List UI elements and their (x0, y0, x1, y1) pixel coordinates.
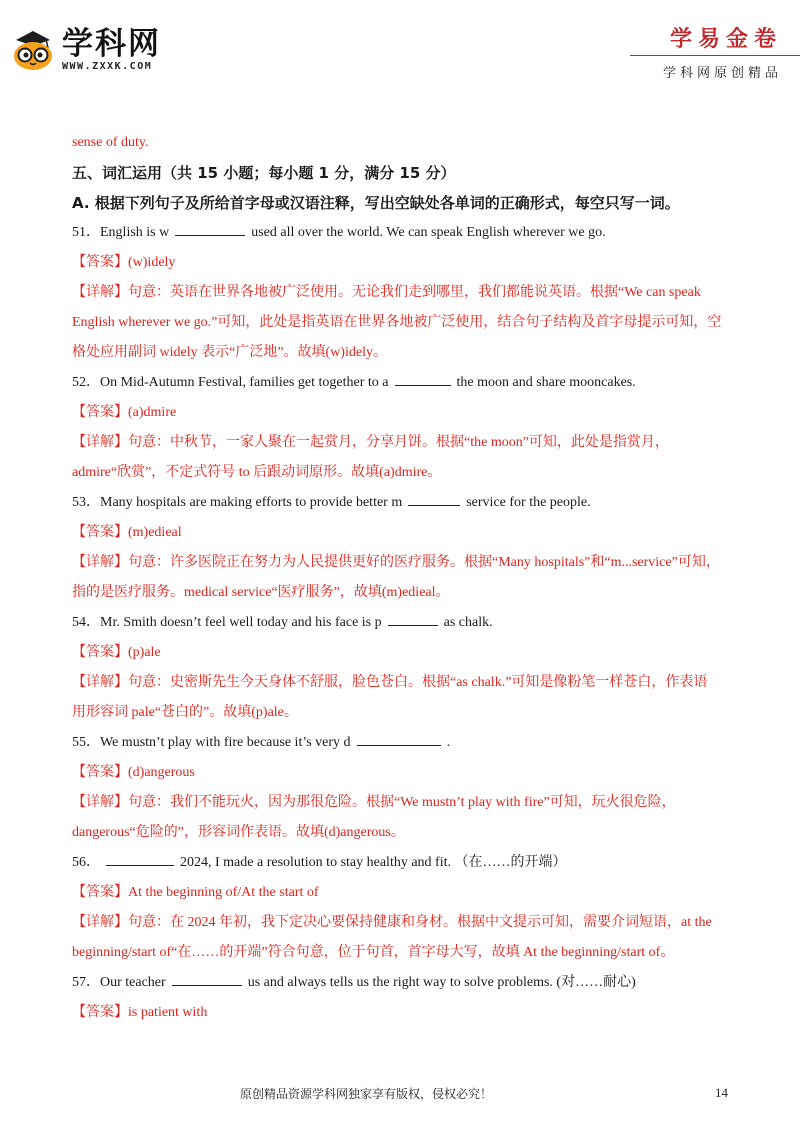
page-number: 14 (715, 1085, 728, 1100)
question-text-continued: service for the people. (466, 495, 591, 510)
answer-explanation-line: 指的是医疗服务。medical service“医疗服务”，故填(m)edieal。 (72, 585, 450, 600)
answer-blank[interactable] (408, 491, 460, 506)
answer-explanation-line: 【答案】At the beginning of/At the start of (72, 885, 319, 900)
question-line (72, 968, 732, 998)
answer-explanation-line: 格处应用副词 widely 表示“广泛地”。故填(w)idely。 (72, 345, 387, 360)
answer-explanation-line: 【答案】(m)edieal (72, 525, 182, 540)
question-line (72, 488, 732, 518)
answer-blank[interactable] (106, 851, 174, 866)
question-text: 53．Many hospitals are making efforts to provide better m (72, 495, 403, 510)
question-text-continued: used all over the world. We can speak English wherever we go. (251, 225, 606, 240)
answer-explanation-line: 【详解】句意：英语在世界各地被广泛使用。无论我们走到哪里，我们都能说英语。根据“We can speak (72, 285, 701, 300)
answer-explanation-line: 【详解】句意：我们不能玩火，因为那很危险。根据“We mustn’t play with fire”可知，玩火很危险， (72, 795, 676, 810)
answer-explanation-line: 【答案】(a)dmire (72, 405, 177, 420)
answer-explanation-line: dangerous“危险的”，形容词作表语。故填(d)angerous。 (72, 825, 405, 840)
answer-explanation-line: 【答案】is patient with (72, 1005, 208, 1020)
brand-block (663, 26, 782, 81)
brand-subtitle: 学科网原创精品 (662, 66, 782, 81)
answer-explanation-line: 【答案】(w)idely (72, 255, 176, 270)
question-line (72, 848, 732, 878)
answer-blank[interactable] (175, 221, 245, 236)
question-text-continued: us and always tells us the right way to solve problems. (对……耐心) (247, 975, 636, 990)
answer-explanation-line: 【详解】句意：许多医院正在努力为人民提供更好的医疗服务。根据“Many hospitals”和“m...service”可知， (72, 555, 720, 570)
answer-explanation-line: admire“欣赏”，不定式符号 to 后跟动词原形。故填(a)dmire。 (72, 465, 442, 480)
question-text: 54．Mr. Smith doesn’t feel well today and his face is p (72, 615, 382, 630)
question-text: 57．Our teacher (72, 975, 166, 990)
answer-explanation-line: beginning/start of“在……的开端”符合句意，位于句首，首字母大写，故填 At the beginning/start of。 (72, 945, 675, 960)
question-text-continued: the moon and share mooncakes. (456, 375, 636, 390)
site-logo[interactable] (10, 26, 161, 72)
document-body (72, 128, 732, 1028)
answer-blank[interactable] (388, 611, 438, 626)
answer-blank[interactable] (172, 971, 242, 986)
question-text: 52．On Mid-Autumn Festival, families get together to a (72, 375, 389, 390)
question-text: 51．English is w (72, 225, 170, 240)
logo-title: 学科网 (62, 25, 161, 62)
question-line (72, 728, 732, 758)
brand-title: 学易金卷 (669, 26, 782, 52)
owl-mascot-icon (10, 26, 56, 72)
answer-explanation-line: 【详解】句意：史密斯先生今天身体不舒服，脸色苍白。根据“as chalk.”可知是像粉笔一样苍白，作表语 (72, 675, 708, 690)
question-line (72, 608, 732, 638)
answer-explanation-line: 【答案】(p)ale (72, 645, 161, 660)
question-text-continued: 2024, I made a resolution to stay healthy and fit. （在……的开端） (180, 855, 567, 870)
copyright-notice: 原创精品资源学科网独家享有版权，侵权必究！ (240, 1087, 493, 1101)
page-header (0, 0, 800, 90)
answer-explanation-line: 【答案】(d)angerous (72, 765, 195, 780)
answer-explanation-line: 【详解】句意：中秋节，一家人聚在一起赏月，分享月饼。根据“the moon”可知，此处是指赏月， (72, 435, 669, 450)
answer-blank[interactable] (395, 371, 451, 386)
answer-blank[interactable] (357, 731, 441, 746)
header-divider (630, 55, 800, 56)
answer-explanation-line: sense of duty. (72, 135, 149, 150)
answer-explanation-line: 【详解】句意：在 2024 年初，我下定决心要保持健康和身材。根据中文提示可知，需要介词短语，at the (72, 915, 712, 930)
section-heading: A. 根据下列句子及所给首字母或汉语注释，写出空缺处各单词的正确形式，每空只写一词。 (72, 194, 680, 212)
logo-url: WWW.ZXXK.COM (62, 60, 153, 72)
section-heading: 五、词汇运用（共 15 小题；每小题 1 分，满分 15 分） (72, 164, 456, 182)
question-line (72, 368, 732, 398)
question-text-continued: as chalk. (443, 615, 493, 630)
answer-explanation-line: 用形容词 pale“苍白的”。故填(p)ale。 (72, 705, 298, 720)
answer-explanation-line: English wherever we go.”可知，此处是指英语在世界各地被广泛使用，结合句子结构及首字母提示可知，空 (72, 315, 722, 330)
question-line (72, 218, 732, 248)
question-text-continued: . (446, 735, 451, 750)
question-text: 56． (72, 855, 100, 870)
question-text: 55．We mustn’t play with fire because it’s very d (72, 735, 351, 750)
